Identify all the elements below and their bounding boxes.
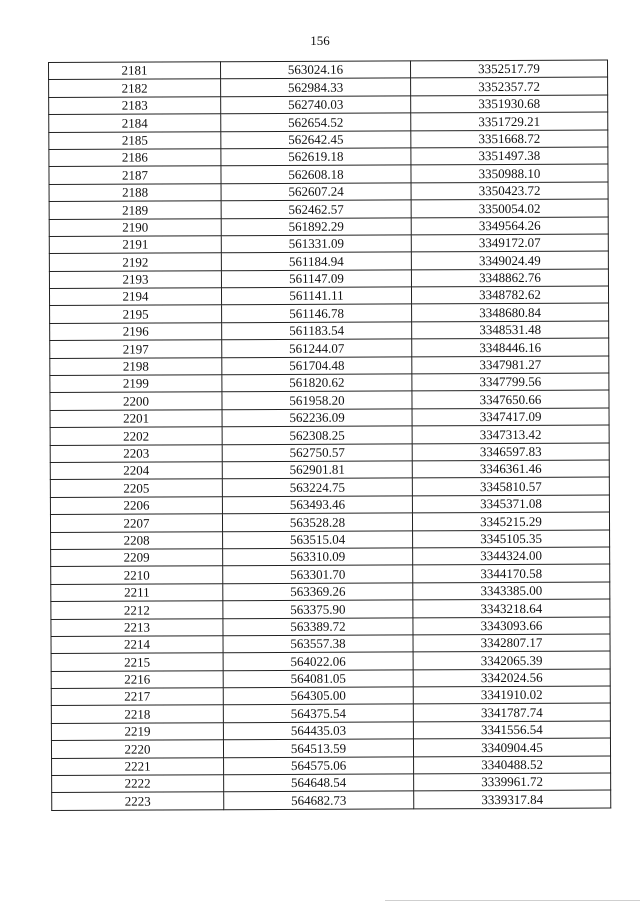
x-coordinate-cell: 563557.38 (223, 635, 413, 653)
table-row (50, 304, 609, 324)
point-number-cell: 2217 (51, 688, 223, 706)
y-coordinate-cell: 3350423.72 (411, 182, 608, 200)
x-coordinate-cell: 562308.25 (222, 426, 412, 444)
x-coordinate-cell: 563375.90 (223, 600, 413, 618)
y-coordinate-cell: 3349172.07 (411, 234, 608, 252)
x-coordinate-cell: 564513.59 (223, 739, 413, 757)
y-coordinate-cell: 3340904.45 (413, 738, 610, 756)
table-row (49, 112, 608, 132)
y-coordinate-cell: 3339961.72 (414, 773, 611, 791)
point-number-cell: 2192 (49, 253, 221, 271)
table-row (51, 599, 610, 619)
table-row (52, 773, 611, 793)
point-number-cell: 2216 (51, 670, 223, 688)
table-row (49, 269, 608, 289)
x-coordinate-cell: 562984.33 (221, 78, 411, 96)
y-coordinate-cell: 3342807.17 (413, 634, 610, 652)
x-coordinate-cell: 564648.54 (224, 774, 414, 792)
table-row (51, 634, 610, 654)
table-row (51, 530, 610, 550)
y-coordinate-cell: 3343385.00 (413, 582, 610, 600)
table-row (50, 495, 609, 515)
y-coordinate-cell: 3350054.02 (411, 199, 608, 217)
point-number-cell: 2222 (52, 775, 224, 793)
x-coordinate-cell: 563310.09 (223, 548, 413, 566)
point-number-cell: 2207 (50, 514, 222, 532)
x-coordinate-cell: 561183.54 (222, 322, 412, 340)
y-coordinate-cell: 3347417.09 (412, 408, 609, 426)
table-row (51, 582, 610, 602)
point-number-cell: 2181 (49, 62, 221, 80)
point-number-cell: 2208 (51, 531, 223, 549)
x-coordinate-cell: 561141.11 (221, 287, 411, 305)
x-coordinate-cell: 561244.07 (222, 339, 412, 357)
y-coordinate-cell: 3347799.56 (412, 373, 609, 391)
x-coordinate-cell: 563369.26 (223, 583, 413, 601)
x-coordinate-cell: 564081.05 (223, 670, 413, 688)
x-coordinate-cell: 563024.16 (221, 61, 411, 79)
point-number-cell: 2214 (51, 636, 223, 654)
page-edge-line (385, 900, 640, 901)
table-row (50, 460, 609, 480)
point-number-cell: 2185 (49, 131, 221, 149)
x-coordinate-cell: 564022.06 (223, 652, 413, 670)
point-number-cell: 2206 (50, 497, 222, 515)
x-coordinate-cell: 561146.78 (222, 304, 412, 322)
y-coordinate-cell: 3351668.72 (411, 130, 608, 148)
point-number-cell: 2200 (50, 392, 222, 410)
y-coordinate-cell: 3352517.79 (410, 60, 607, 78)
table-row (49, 60, 608, 80)
x-coordinate-cell: 564375.54 (223, 704, 413, 722)
table-row (49, 95, 608, 115)
x-coordinate-cell: 564682.73 (224, 791, 414, 809)
y-coordinate-cell: 3345105.35 (413, 530, 610, 548)
y-coordinate-cell: 3345810.57 (412, 477, 609, 495)
table-row (51, 547, 610, 567)
table-row (51, 564, 610, 584)
point-number-cell: 2209 (51, 549, 223, 567)
point-number-cell: 2219 (51, 723, 223, 741)
x-coordinate-cell: 563224.75 (222, 478, 412, 496)
x-coordinate-cell: 562462.57 (221, 200, 411, 218)
point-number-cell: 2221 (52, 757, 224, 775)
table-row (50, 321, 609, 341)
y-coordinate-cell: 3348782.62 (411, 286, 608, 304)
point-number-cell: 2182 (49, 79, 221, 97)
point-number-cell: 2183 (49, 97, 221, 115)
table-row (51, 669, 610, 689)
x-coordinate-cell: 562619.18 (221, 148, 411, 166)
table-row (52, 790, 611, 810)
x-coordinate-cell: 563515.04 (223, 530, 413, 548)
x-coordinate-cell: 563301.70 (223, 565, 413, 583)
x-coordinate-cell: 562740.03 (221, 96, 411, 114)
x-coordinate-cell: 564575.06 (224, 757, 414, 775)
x-coordinate-cell: 562607.24 (221, 183, 411, 201)
point-number-cell: 2211 (51, 583, 223, 601)
table-row (50, 512, 609, 532)
y-coordinate-cell: 3345371.08 (412, 495, 609, 513)
x-coordinate-cell: 561958.20 (222, 391, 412, 409)
point-number-cell: 2204 (50, 462, 222, 480)
x-coordinate-cell: 561331.09 (221, 235, 411, 253)
point-number-cell: 2223 (52, 792, 224, 810)
point-number-cell: 2188 (49, 183, 221, 201)
x-coordinate-cell: 564435.03 (223, 722, 413, 740)
point-number-cell: 2196 (50, 323, 222, 341)
x-coordinate-cell: 561147.09 (221, 270, 411, 288)
x-coordinate-cell: 563389.72 (223, 617, 413, 635)
point-number-cell: 2187 (49, 166, 221, 184)
y-coordinate-cell: 3347313.42 (412, 425, 609, 443)
x-coordinate-cell: 564305.00 (223, 687, 413, 705)
point-number-cell: 2184 (49, 114, 221, 132)
table-row (50, 477, 609, 497)
y-coordinate-cell: 3347981.27 (412, 356, 609, 374)
point-number-cell: 2205 (50, 479, 222, 497)
y-coordinate-cell: 3341787.74 (413, 704, 610, 722)
point-number-cell: 2201 (50, 410, 222, 428)
table-row (49, 234, 608, 254)
table-row (50, 443, 609, 463)
table-row (51, 617, 610, 637)
point-number-cell: 2190 (49, 218, 221, 236)
table-row (50, 373, 609, 393)
point-number-cell: 2199 (50, 375, 222, 393)
point-number-cell: 2198 (50, 357, 222, 375)
table-row (49, 130, 608, 150)
y-coordinate-cell: 3346597.83 (412, 443, 609, 461)
table-row (50, 425, 609, 445)
table-row (49, 182, 608, 202)
y-coordinate-cell: 3343093.66 (413, 617, 610, 635)
y-coordinate-cell: 3351497.38 (411, 147, 608, 165)
point-number-cell: 2197 (50, 340, 222, 358)
y-coordinate-cell: 3349024.49 (411, 251, 608, 269)
point-number-cell: 2212 (51, 601, 223, 619)
y-coordinate-cell: 3347650.66 (412, 390, 609, 408)
point-number-cell: 2194 (49, 288, 221, 306)
table-row (51, 704, 610, 724)
y-coordinate-cell: 3350988.10 (411, 164, 608, 182)
point-number-cell: 2203 (50, 444, 222, 462)
x-coordinate-cell: 563528.28 (222, 513, 412, 531)
y-coordinate-cell: 3339317.84 (414, 790, 611, 808)
x-coordinate-cell: 562642.45 (221, 130, 411, 148)
x-coordinate-cell: 561892.29 (221, 217, 411, 235)
point-number-cell: 2189 (49, 201, 221, 219)
point-number-cell: 2218 (51, 705, 223, 723)
y-coordinate-cell: 3348446.16 (412, 338, 609, 356)
point-number-cell: 2213 (51, 618, 223, 636)
table-row (51, 686, 610, 706)
y-coordinate-cell: 3342065.39 (413, 651, 610, 669)
x-coordinate-cell: 562608.18 (221, 165, 411, 183)
y-coordinate-cell: 3341910.02 (413, 686, 610, 704)
y-coordinate-cell: 3342024.56 (413, 669, 610, 687)
x-coordinate-cell: 562654.52 (221, 113, 411, 131)
y-coordinate-cell: 3344324.00 (413, 547, 610, 565)
y-coordinate-cell: 3351930.68 (411, 95, 608, 113)
y-coordinate-cell: 3348680.84 (412, 304, 609, 322)
x-coordinate-cell: 562236.09 (222, 409, 412, 427)
point-number-cell: 2191 (49, 236, 221, 254)
table-row (51, 651, 610, 671)
x-coordinate-cell: 561184.94 (221, 252, 411, 270)
y-coordinate-cell: 3349564.26 (411, 217, 608, 235)
x-coordinate-cell: 561704.48 (222, 357, 412, 375)
x-coordinate-cell: 561820.62 (222, 374, 412, 392)
point-number-cell: 2195 (50, 305, 222, 323)
table-row (52, 756, 611, 776)
y-coordinate-cell: 3346361.46 (412, 460, 609, 478)
x-coordinate-cell: 562901.81 (222, 461, 412, 479)
point-number-cell: 2220 (51, 740, 223, 758)
coordinate-table-body (49, 60, 611, 810)
x-coordinate-cell: 563493.46 (222, 496, 412, 514)
table-row (49, 251, 608, 271)
y-coordinate-cell: 3348862.76 (411, 269, 608, 287)
table-row (49, 286, 608, 306)
table-row (50, 390, 609, 410)
x-coordinate-cell: 562750.57 (222, 444, 412, 462)
table-row (49, 199, 608, 219)
table-row (49, 147, 608, 167)
page-number: 156 (310, 33, 330, 48)
point-number-cell: 2186 (49, 149, 221, 167)
table-row (50, 408, 609, 428)
y-coordinate-cell: 3343218.64 (413, 599, 610, 617)
point-number-cell: 2215 (51, 653, 223, 671)
table-row (49, 164, 608, 184)
table-row (51, 721, 610, 741)
y-coordinate-cell: 3352357.72 (411, 77, 608, 95)
coordinate-table (48, 60, 611, 811)
y-coordinate-cell: 3345215.29 (412, 512, 609, 530)
y-coordinate-cell: 3344170.58 (413, 564, 610, 582)
y-coordinate-cell: 3341556.54 (413, 721, 610, 739)
point-number-cell: 2210 (51, 566, 223, 584)
table-row (51, 738, 610, 758)
point-number-cell: 2193 (49, 270, 221, 288)
y-coordinate-cell: 3351729.21 (411, 112, 608, 130)
table-row (50, 356, 609, 376)
table-row (49, 77, 608, 97)
y-coordinate-cell: 3340488.52 (414, 756, 611, 774)
y-coordinate-cell: 3348531.48 (412, 321, 609, 339)
table-row (49, 217, 608, 237)
table-row (50, 338, 609, 358)
point-number-cell: 2202 (50, 427, 222, 445)
